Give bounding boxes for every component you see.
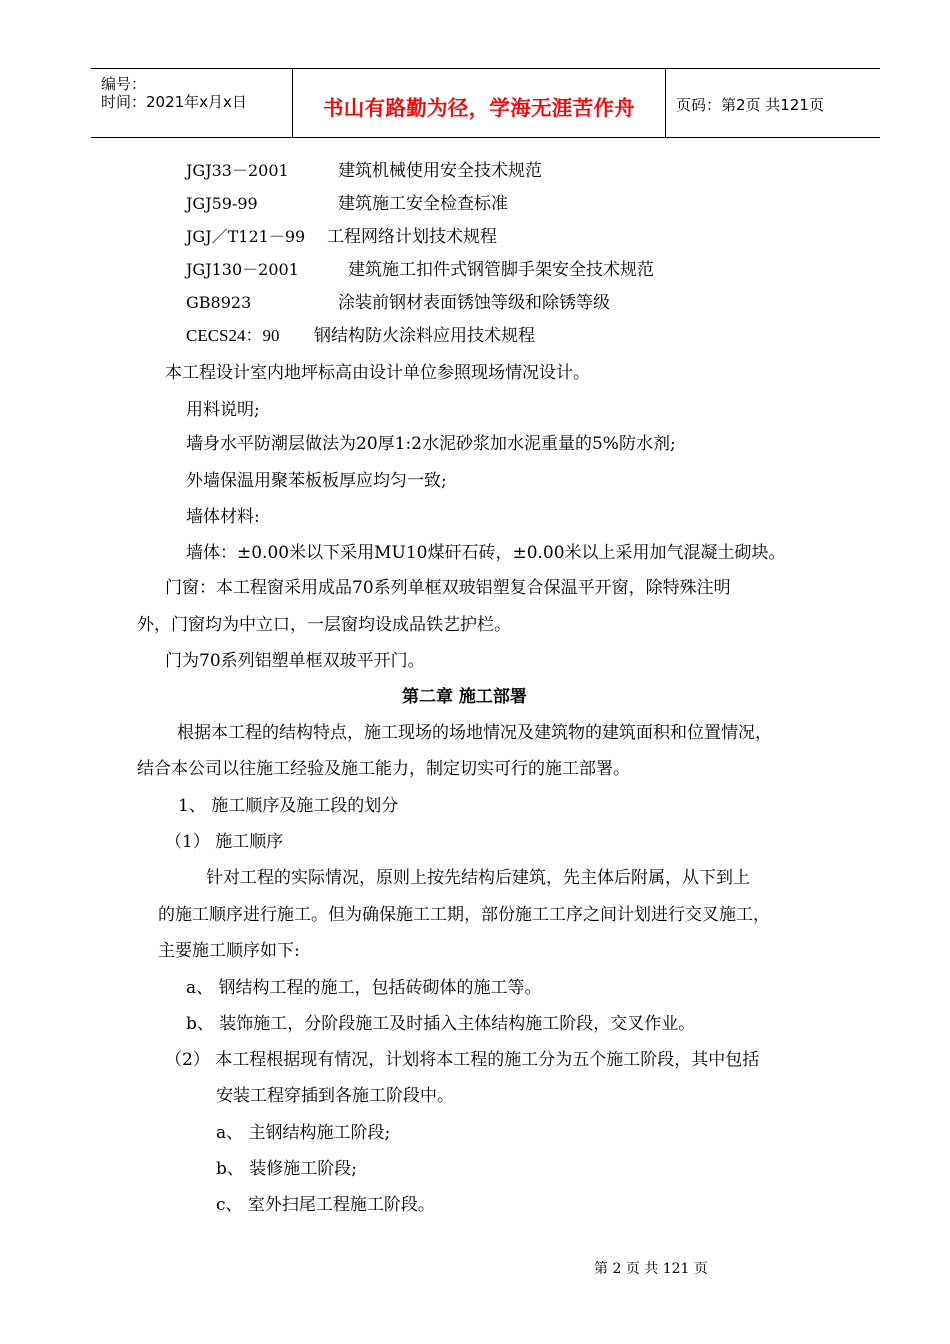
standard-name: 建筑施工安全检查标准 bbox=[338, 194, 508, 214]
standard-name: 钢结构防火涂料应用技术规程 bbox=[314, 326, 535, 346]
sequence-line-2: 的施工顺序进行施工。但为确保施工工期，部份施工工序之间计划进行交叉施工， bbox=[158, 905, 770, 925]
list-item: c、 室外扫尾工程施工阶段。 bbox=[216, 1195, 435, 1215]
window-line-2: 外，门窗均为中立口，一层窗均设成品铁艺护栏。 bbox=[137, 615, 511, 635]
subsection-2-line-1: （2） 本工程根据现有情况，计划将本工程的施工分为五个施工阶段，其中包括 bbox=[165, 1050, 760, 1070]
header-meta bbox=[91, 69, 293, 137]
subsection-heading: （1） 施工顺序 bbox=[165, 832, 284, 852]
document-time: 时间：2021年x月x日 bbox=[101, 93, 247, 111]
list-item: a、 钢结构工程的施工，包括砖砌体的施工等。 bbox=[186, 978, 542, 998]
motto-text: 书山有路勤为径，学海无涯苦作舟 bbox=[323, 96, 635, 120]
section-heading: 1、 施工顺序及施工段的划分 bbox=[178, 796, 399, 816]
list-item: b、 装饰施工，分阶段施工及时插入主体结构施工阶段，交叉作业。 bbox=[186, 1014, 696, 1034]
header-motto bbox=[293, 69, 666, 137]
standard-code: GB8923 bbox=[186, 293, 252, 312]
chapter-title: 第二章 施工部署 bbox=[402, 687, 527, 707]
page-header bbox=[91, 68, 880, 138]
standard-name: 建筑机械使用安全技术规范 bbox=[338, 161, 542, 181]
design-note: 本工程设计室内地坪标高由设计单位参照现场情况设计。 bbox=[165, 363, 590, 383]
list-item: b、 装修施工阶段; bbox=[216, 1159, 358, 1179]
damp-proof-line: 墙身水平防潮层做法为20厚1:2水泥砂浆加水泥重量的5%防水剂; bbox=[186, 434, 676, 454]
page-footer: 第 2 页 共 121 页 bbox=[594, 1261, 708, 1277]
standard-name: 涂装前钢材表面锈蚀等级和除锈等级 bbox=[338, 293, 610, 313]
door-line: 门为70系列铝塑单框双玻平开门。 bbox=[165, 651, 425, 671]
materials-title: 用料说明; bbox=[186, 400, 260, 420]
sequence-line-3: 主要施工顺序如下: bbox=[158, 941, 300, 961]
sequence-line-1: 针对工程的实际情况，原则上按先结构后建筑，先主体后附属，从下到上 bbox=[206, 868, 750, 888]
standard-name: 工程网络计划技术规程 bbox=[327, 227, 497, 247]
deploy-line-1: 根据本工程的结构特点，施工现场的场地情况及建筑物的建筑面积和位置情况， bbox=[177, 723, 772, 743]
wall-line: 墙体：±0.00米以下采用MU10煤矸石砖，±0.00米以上采用加气混凝土砌块。 bbox=[186, 543, 786, 563]
header-page bbox=[666, 69, 880, 137]
subsection-2-line-2: 安装工程穿插到各施工阶段中。 bbox=[216, 1086, 454, 1106]
wall-material-title: 墙体材料: bbox=[186, 507, 260, 527]
standard-code: JGJ130－2001 bbox=[186, 260, 299, 279]
standard-code: CECS24：90 bbox=[186, 326, 280, 345]
standard-code: JGJ59-99 bbox=[186, 194, 258, 213]
insulation-line: 外墙保温用聚苯板板厚应均匀一致; bbox=[186, 471, 447, 491]
standard-code: JGJ／T121－99 bbox=[186, 227, 306, 246]
standard-code: JGJ33－2001 bbox=[186, 161, 289, 180]
window-line-1: 门窗：本工程窗采用成品70系列单框双玻铝塑复合保温平开窗，除特殊注明 bbox=[165, 578, 731, 598]
header-page-number: 页码：第2页 共121页 bbox=[676, 96, 824, 114]
standard-name: 建筑施工扣件式钢管脚手架安全技术规范 bbox=[348, 260, 654, 280]
document-number: 编号： bbox=[101, 75, 147, 93]
list-item: a、 主钢结构施工阶段; bbox=[216, 1123, 391, 1143]
deploy-line-2: 结合本公司以往施工经验及施工能力，制定切实可行的施工部署。 bbox=[137, 759, 630, 779]
